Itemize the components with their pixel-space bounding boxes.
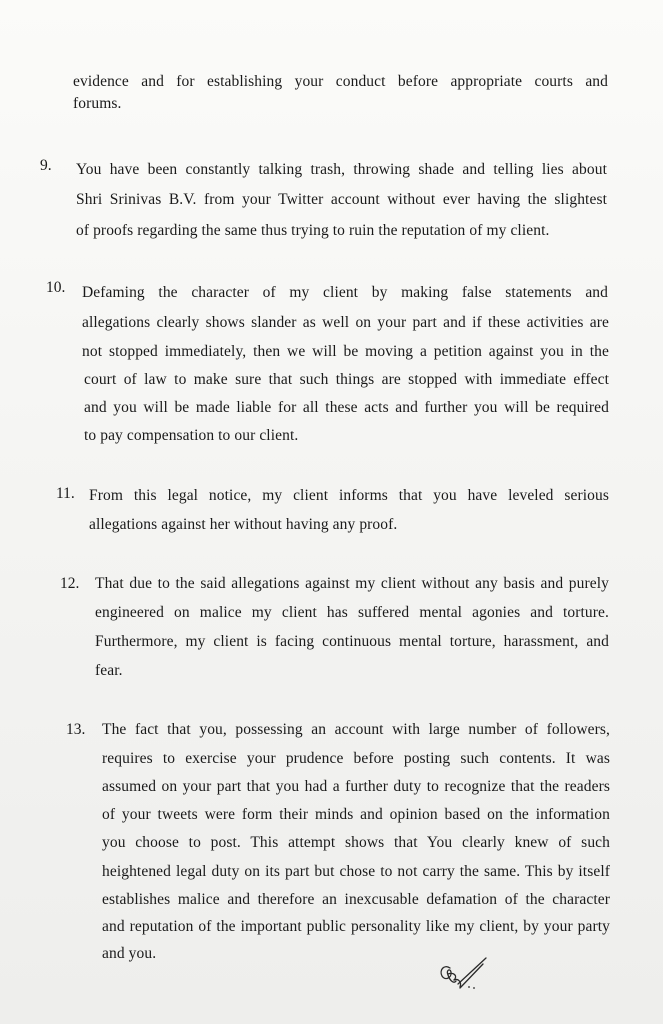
para-12-line-4: fear. [95,662,123,679]
para-11-number: 11. [56,485,75,502]
para-9-line-2: Shri Srinivas B.V. from your Twitter account without ever having the slightest [76,191,607,208]
para-9-line-1: You have been constantly talking trash, throwing shade and telling lies about [76,161,607,178]
para-12-number: 12. [60,575,80,592]
para-13-line-5: you choose to post. This attempt shows that You clearly knew of such [102,834,610,851]
para-10-line-5: and you will be made liable for all these acts and further you will be required [84,399,609,416]
para-9-number: 9. [40,157,52,174]
para-13-line-9: and you. [102,945,157,962]
para-9-line-3: of proofs regarding the same thus trying to ruin the reputation of my client. [76,222,550,239]
para-12-line-2: engineered on malice my client has suffered mental agonies and torture. [95,604,609,621]
para-10-line-2: allegations clearly shows slander as well on your part and if these activities are [82,314,609,331]
para-13-line-7: establishes malice and therefore an inexcusable defamation of the character [102,891,610,908]
para-12-line-3: Furthermore, my client is facing continuous mental torture, harassment, and [95,633,609,650]
para-10-line-4: court of law to make sure that such things are stopped with immediate effect [84,371,609,388]
para-8-line-2: forums. [73,95,122,112]
para-10-line-1: Defaming the character of my client by making false statements and [82,284,608,301]
para-13-line-4: of your tweets were form their minds and opinion based on the information [102,806,610,823]
para-13-number: 13. [66,721,86,738]
para-13-line-8: and reputation of the important public personality like my client, by your party [102,918,610,935]
para-13-line-3: assumed on your part that you had a further duty to recognize that the readers [102,778,610,795]
para-11-line-1: From this legal notice, my client informs that you have leveled serious [89,487,609,504]
para-11-line-2: allegations against her without having any proof. [89,516,398,533]
para-13-line-6: heightened legal duty on its part but chose to not carry the same. This by itself [102,863,610,880]
para-13-line-2: requires to exercise your prudence before posting such contents. It was [102,750,610,767]
para-8-line-1: evidence and for establishing your conduct before appropriate courts and [73,73,608,90]
para-12-line-1: That due to the said allegations against my client without any basis and purely [95,575,609,592]
para-13-line-1: The fact that you, possessing an account with large number of followers, [102,721,610,738]
para-10-line-3: not stopped immediately, then we will be moving a petition against you in the [82,343,609,360]
para-10-number: 10. [46,279,66,296]
para-10-line-6: to pay compensation to our client. [84,427,299,444]
signature-icon [436,954,492,998]
